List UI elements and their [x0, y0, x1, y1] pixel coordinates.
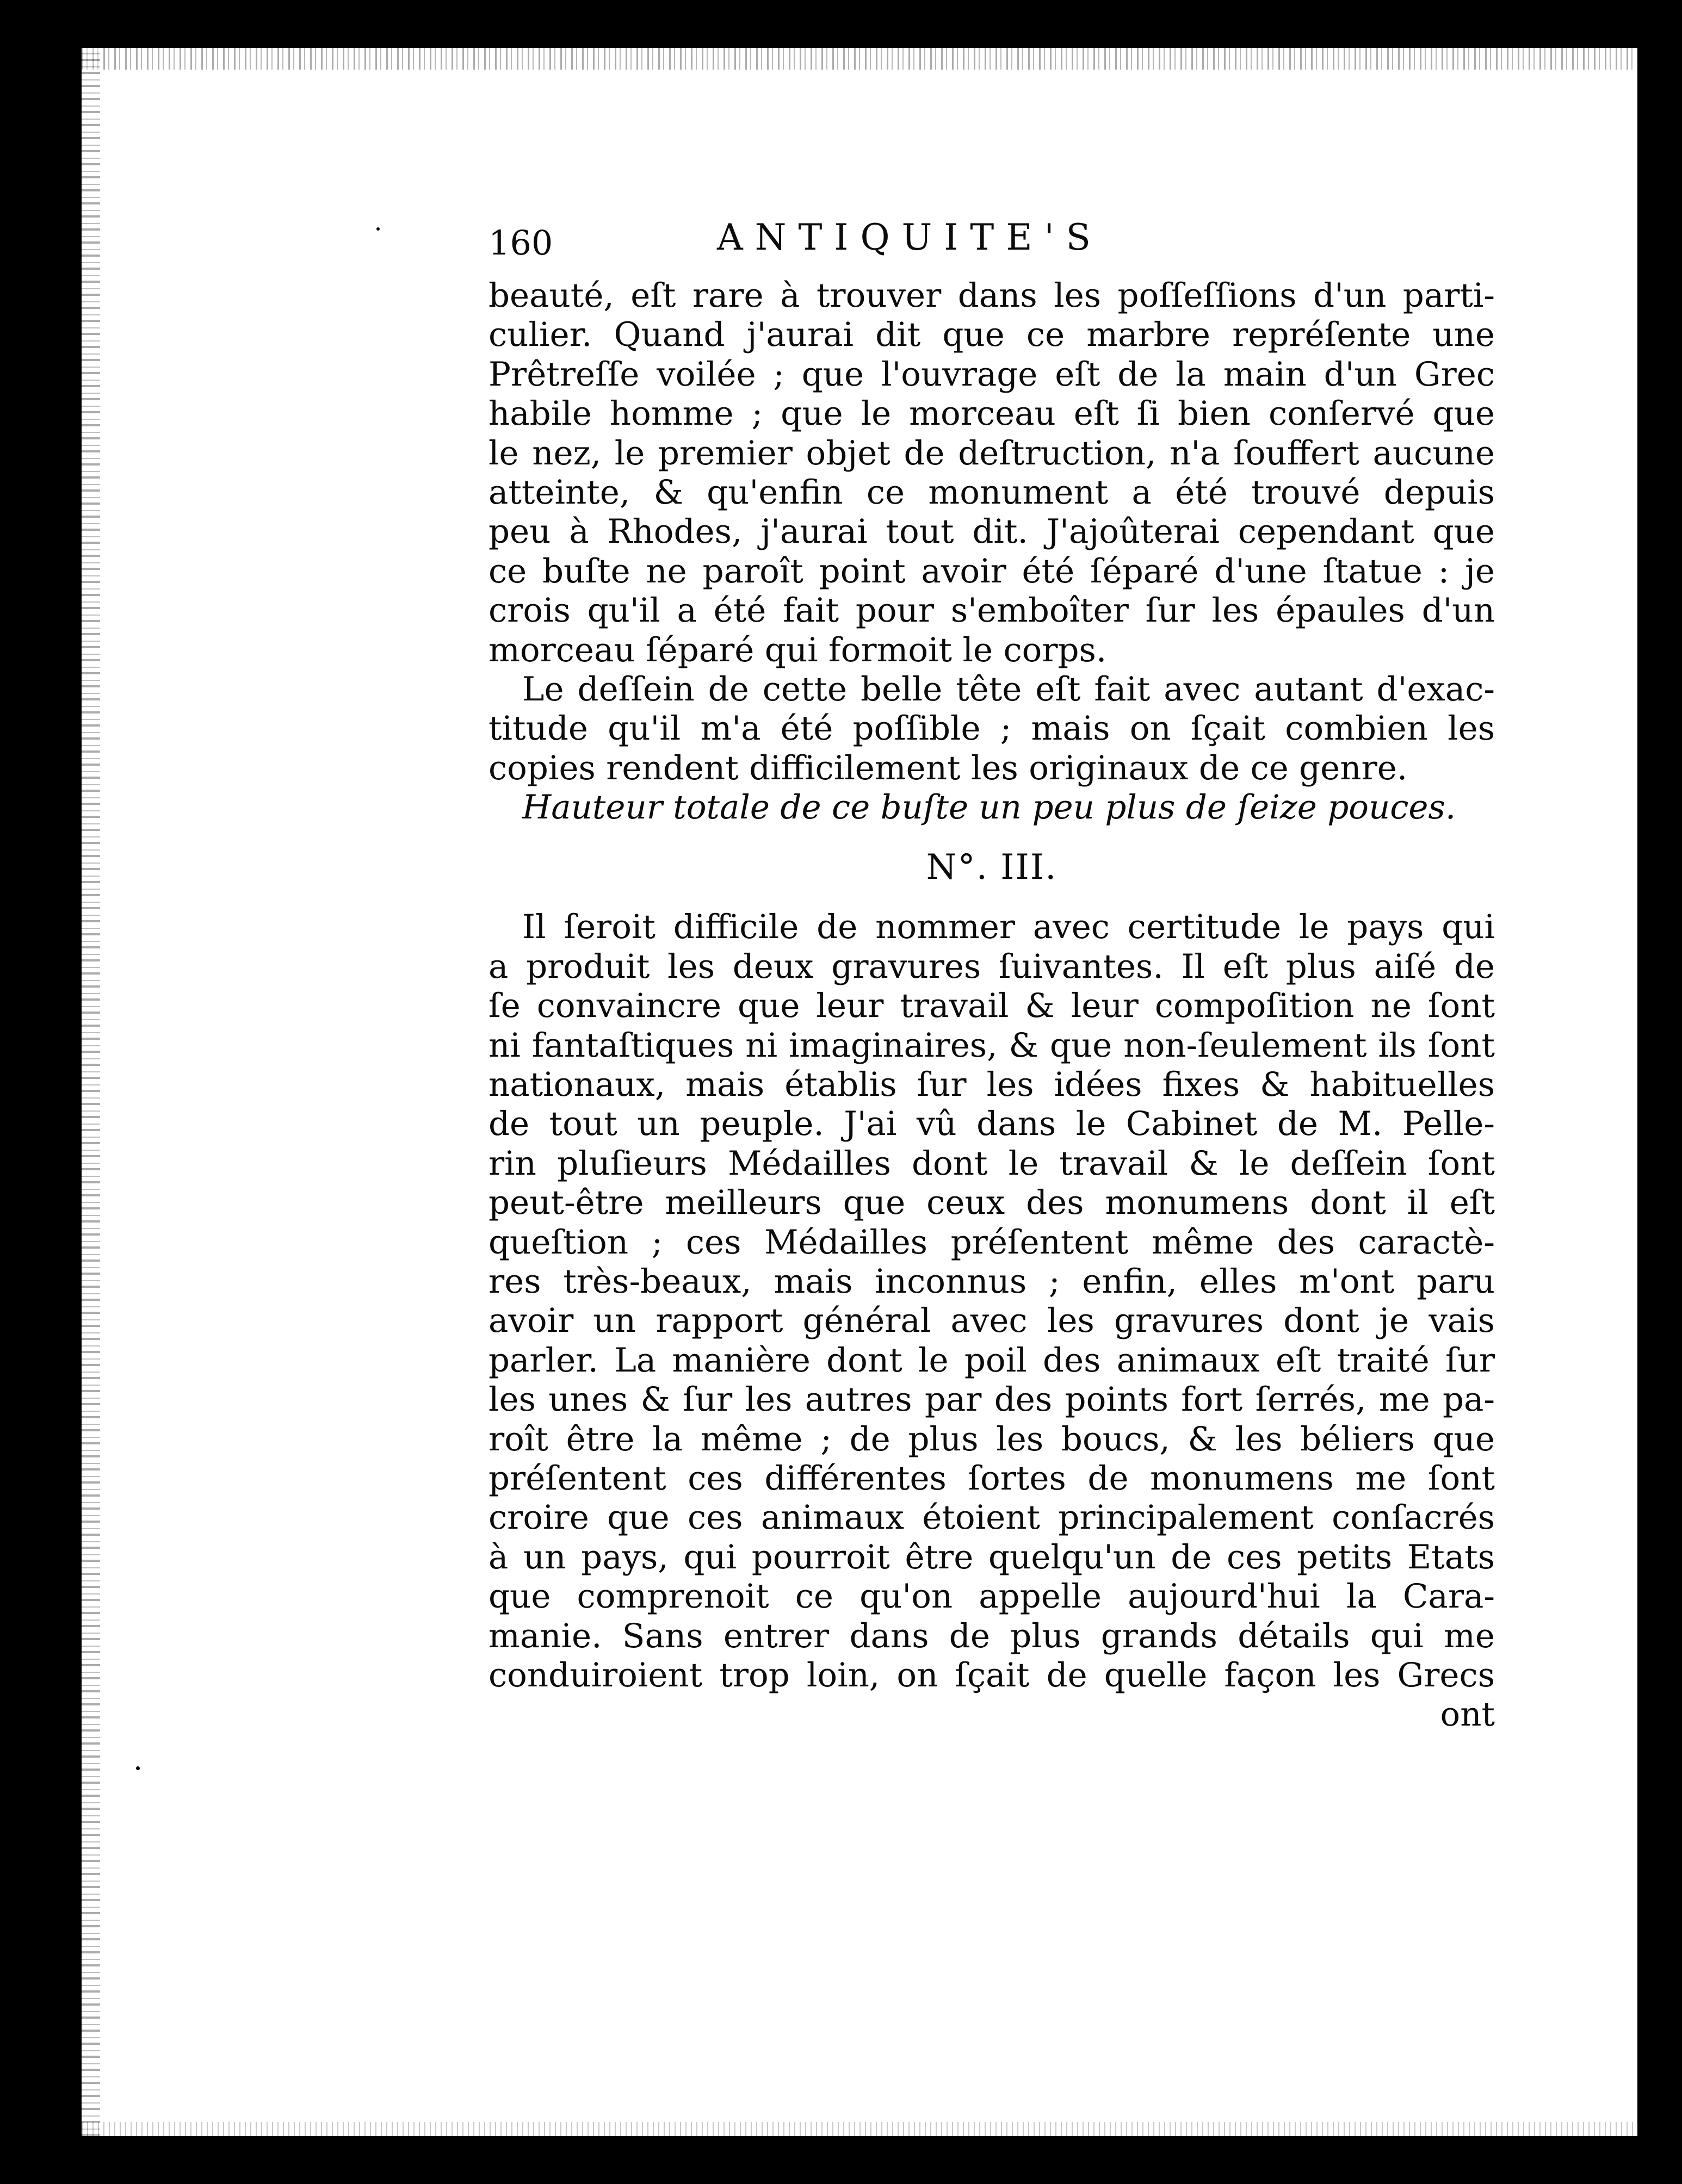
text-line: Prêtreſſe voilée ; que l'ouvrage eſt de la main d'un Grec [488, 355, 1495, 394]
text-line: copies rendent difficilement les originaux de ce genre. [488, 748, 1408, 787]
text-line: ſe convaincre que leur travail & leur compoſition ne ſont [488, 986, 1495, 1026]
text-line: ni fantaſtiques ni imaginaires, & que non-ſeulement ils ſont [488, 1026, 1495, 1065]
paragraph-one [488, 276, 1495, 670]
text-line: le nez, le premier objet de deſtruction, n'a ſouffert aucune [488, 433, 1495, 473]
text-line: conduiroient trop loin, on ſçait de quelle façon les Grecs [488, 1655, 1495, 1695]
text-line: beauté, eſt rare à trouver dans les poſſeſſions d'un parti- [488, 276, 1495, 315]
text-line: de tout un peuple. J'ai vû dans le Cabinet de M. Pelle- [488, 1105, 1495, 1144]
scan-edge-bottom [82, 2122, 1637, 2136]
text-line: a produit les deux gravures ſuivantes. Il eſt plus aiſé de [488, 947, 1495, 986]
ink-speck [136, 1766, 140, 1770]
paragraph-three [488, 908, 1495, 1695]
text-line: nationaux, mais établis ſur les idées fixes & habituelles [488, 1065, 1495, 1105]
text-line: peut-être meilleurs que ceux des monumens dont il eſt [488, 1183, 1495, 1223]
page-number: 160 [488, 223, 553, 263]
caption-measurement: Hauteur totale de ce buſte un peu plus de ſeize pouces. [522, 788, 1456, 827]
scan-edge-left [82, 48, 100, 2136]
scan-edge-top [82, 48, 1637, 70]
running-head [488, 211, 1495, 276]
text-line: parler. La manière dont le poil des animaux eſt traité ſur [488, 1341, 1495, 1380]
text-line: peu à Rhodes, j'aurai tout dit. J'ajoûterai cependant que [488, 512, 1495, 551]
text-line: rin pluſieurs Médailles dont le travail & le deſſein ſont [488, 1144, 1495, 1183]
text-line: titude qu'il m'a été poſſible ; mais on ſçait combien les [488, 709, 1495, 748]
paragraph-two [488, 670, 1495, 788]
text-line: Il ſeroit difficile de nommer avec certitude le pays qui [522, 908, 1495, 947]
text-line: atteinte, & qu'enfin ce monument a été trouvé depuis [488, 473, 1495, 512]
text-line: que comprenoit ce qu'on appelle aujourd'hui la Cara- [488, 1577, 1495, 1616]
text-line: queſtion ; ces Médailles préſentent même des caractè- [488, 1223, 1495, 1262]
text-line: morceau ſéparé qui formoit le corps. [488, 630, 1107, 669]
section-heading: N°. III. [926, 847, 1058, 888]
text-line: roît être la même ; de plus les boucs, & les béliers que [488, 1419, 1495, 1459]
text-line: avoir un rapport général avec les gravures dont je vais [488, 1301, 1495, 1341]
book-page [82, 48, 1637, 2136]
text-line: culier. Quand j'aurai dit que ce marbre repréſente une [488, 315, 1495, 355]
catchword: ont [1440, 1695, 1495, 1734]
text-line: manie. Sans entrer dans de plus grands détails qui me [488, 1616, 1495, 1655]
text-line: habile homme ; que le morceau eſt ſi bien conſervé que [488, 394, 1495, 433]
text-line: ce buſte ne paroît point avoir été ſéparé d'une ſtatue : je [488, 551, 1495, 591]
text-line: préſentent ces différentes ſortes de monumens me ſont [488, 1459, 1495, 1498]
ink-speck [376, 227, 380, 231]
text-line: crois qu'il a été fait pour s'emboîter ſur les épaules d'un [488, 591, 1495, 630]
text-line: les unes & ſur les autres par des points fort ſerrés, me pa- [488, 1380, 1495, 1419]
text-line: res très-beaux, mais inconnus ; enfin, elles m'ont paru [488, 1262, 1495, 1301]
text-block [488, 211, 1495, 1735]
text-line: croire que ces animaux étoient principalement conſacrés [488, 1498, 1495, 1537]
running-title: ANTIQUITE'S [717, 216, 1103, 258]
text-line: Le deſſein de cette belle tête eſt fait avec autant d'exac- [522, 669, 1495, 709]
text-line: à un pays, qui pourroit être quelqu'un de ces petits Etats [488, 1537, 1495, 1577]
